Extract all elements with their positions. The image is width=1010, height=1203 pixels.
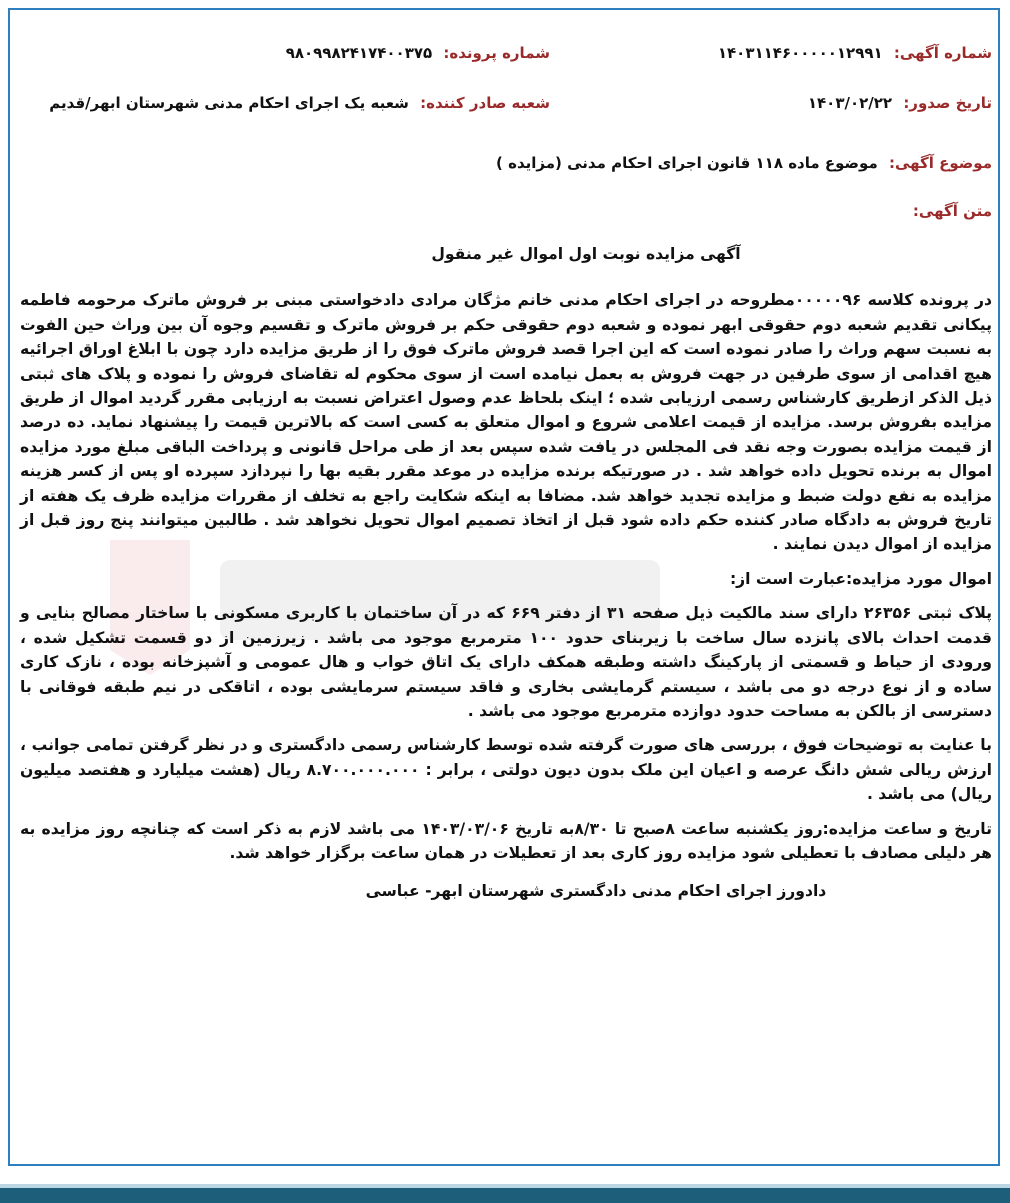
issue-date-value: ۱۴۰۳/۰۲/۲۲ [807, 94, 893, 112]
issue-date-label: تاریخ صدور: [903, 94, 992, 112]
signature: دادورز اجرای احکام مدنی دادگستری شهرستان ابهر- عباسی [365, 882, 827, 901]
paragraph-valuation: با عنایت به توضیحات فوق ، بررسی های صورت گرفته شده توسط کارشناس رسمی دادگستری و در نظر گرفتن تمامی جوانب ، ارزش ریالی شش دانگ عرصه و اعیان این ملک بدون دیون دولتی ، برابر : ۸.۷۰۰.۰۰۰.۰۰۰ ریال (هشت میلیارد و هفتصد میلیون ریال) می باشد . [20, 736, 992, 804]
notice-text-label: متن آگهی: [912, 202, 992, 220]
notice-number-label: شماره آگهی: [893, 44, 992, 62]
notice-title: آگهی مزایده نوبت اول اموال غیر منقول [431, 245, 741, 263]
paragraph-property-description: پلاک ثبتی ۲۶۳۵۶ دارای سند مالکیت ذیل صفحه ۳۱ از دفتر ۶۶۹ که در آن ساختمان با کاربری مسکونی با ساختار مصالح بنایی و قدمت احداث بالای پانزده سال ساخت با زیربنای حدود ۱۰۰ مترمربع موجود می باشد . زیرزمین از دو قسمت تشکیل شده ، ورودی از حیاط و قسمتی از پارکینگ داشته وطبقه همکف دارای یک اتاق خواب و هال عمومی و آشپزخانه بوده ، نازک کاری ساده و از نوع درجه دو می باشد ، سیستم گرمایشی بخاری و فاقد سیستم سرمایشی بوده ، اتاقکی در نیم طبقه فوقانی با دسترسی از بالکن به مساحت حدود دوازده مترمربع موجود می باشد . [20, 604, 993, 720]
footer-strip [0, 1188, 1010, 1203]
text-label-row [913, 202, 992, 220]
file-number-value: ۹۸۰۹۹۸۲۴۱۷۴۰۰۳۷۵ [285, 44, 433, 62]
paragraph-auction-time: تاریخ و ساعت مزایده:روز یکشنبه ساعت ۸صبح تا ۸/۳۰به تاریخ ۱۴۰۳/۰۳/۰۶ می باشد لازم به ذکر است که چنانچه روز مزایده به هر دلیلی مصادف با تعطیلی شود مزایده روز کاری بعد از تعطیلات در همان ساعت برگزار خواهد شد. [20, 819, 992, 862]
subject-value: موضوع ماده ۱۱۸ قانون اجرای احکام مدنی (مزایده ) [496, 154, 878, 172]
issuer-row [49, 94, 550, 112]
file-number-row [286, 44, 550, 62]
file-number-label: شماره پرونده: [443, 44, 550, 62]
subject-label: موضوع آگهی: [888, 154, 992, 172]
subject-row [496, 154, 992, 172]
paragraph-case-description: در پرونده کلاسه ۰۰۰۰۰۹۶مطروحه در اجرای احکام مدنی خانم مژگان مرادی دادخواستی مبنی بر فروش ماترک مرحومه فاطمه پیکانی تقدیم شعبه دوم حقوقی ابهر نموده و شعبه دوم حقوقی حکم بر فروش ماترک و تقسیم وجوه آن بین وراث حین الفوت به نسبت سهم وراث را صادر نموده است که این اجرا قصد فروش ماترک فوق را از طریق مزایده دارد چون با ابلاغ اوراق اجرائیه هیچ اقدامی از سوی طرفین در جهت فروش به بعمل نیامده است از سوی محکوم له تقاضای فروش را نموده و پلاک های ثبتی ذیل الذکر ازطریق کارشناس رسمی ارزیابی شده ؛ اینک بلحاظ عدم وصول اعتراض نسبت به ارزیابی مقرر گردید اموال از طریق مزایده بفروش برسد. مزایده از قیمت اعلامی شروع و اموال متعلق به کسی است که بالاترین قیمت را پیشنهاد نماید. ده درصد از قیمت مزایده بصورت وجه نقد فی المجلس در یافت شده سپس بعد از طی مراحل قانونی و پرداخت الباقی مبلغ مورد مزایده اموال به برنده تحویل داده خواهد شد . در صورتیکه برنده مزایده در موعد مقرر بقیه بها را نپردازد سپرده او پس از کسر هزینه مزایده به نفع دولت ضبط و مزایده تجدید خواهد شد. مضافا به اینکه شکایت راجع به تخلف از مقررات مزایده ظرف یک هفته از تاریخ فروش به دادگاه صادر کننده حکم داده شود قبل از اتخاذ تصمیم اموال تحویل نخواهد شد . طالبین میتوانند پنج روز قبل از مزایده از اموال دیدن نمایند . [20, 291, 992, 554]
issue-date-row [808, 94, 992, 112]
paragraph-property-heading: اموال مورد مزایده:عبارت است از: [729, 569, 992, 588]
issuer-value: شعبه یک اجرای احکام مدنی شهرستان ابهر/قدیم [49, 94, 409, 112]
notice-number-row [718, 44, 992, 62]
notice-number-value: ۱۴۰۳۱۱۴۶۰۰۰۰۰۱۲۹۹۱ [717, 44, 883, 62]
issuer-label: شعبه صادر کننده: [420, 94, 550, 112]
notice-body [20, 242, 992, 904]
